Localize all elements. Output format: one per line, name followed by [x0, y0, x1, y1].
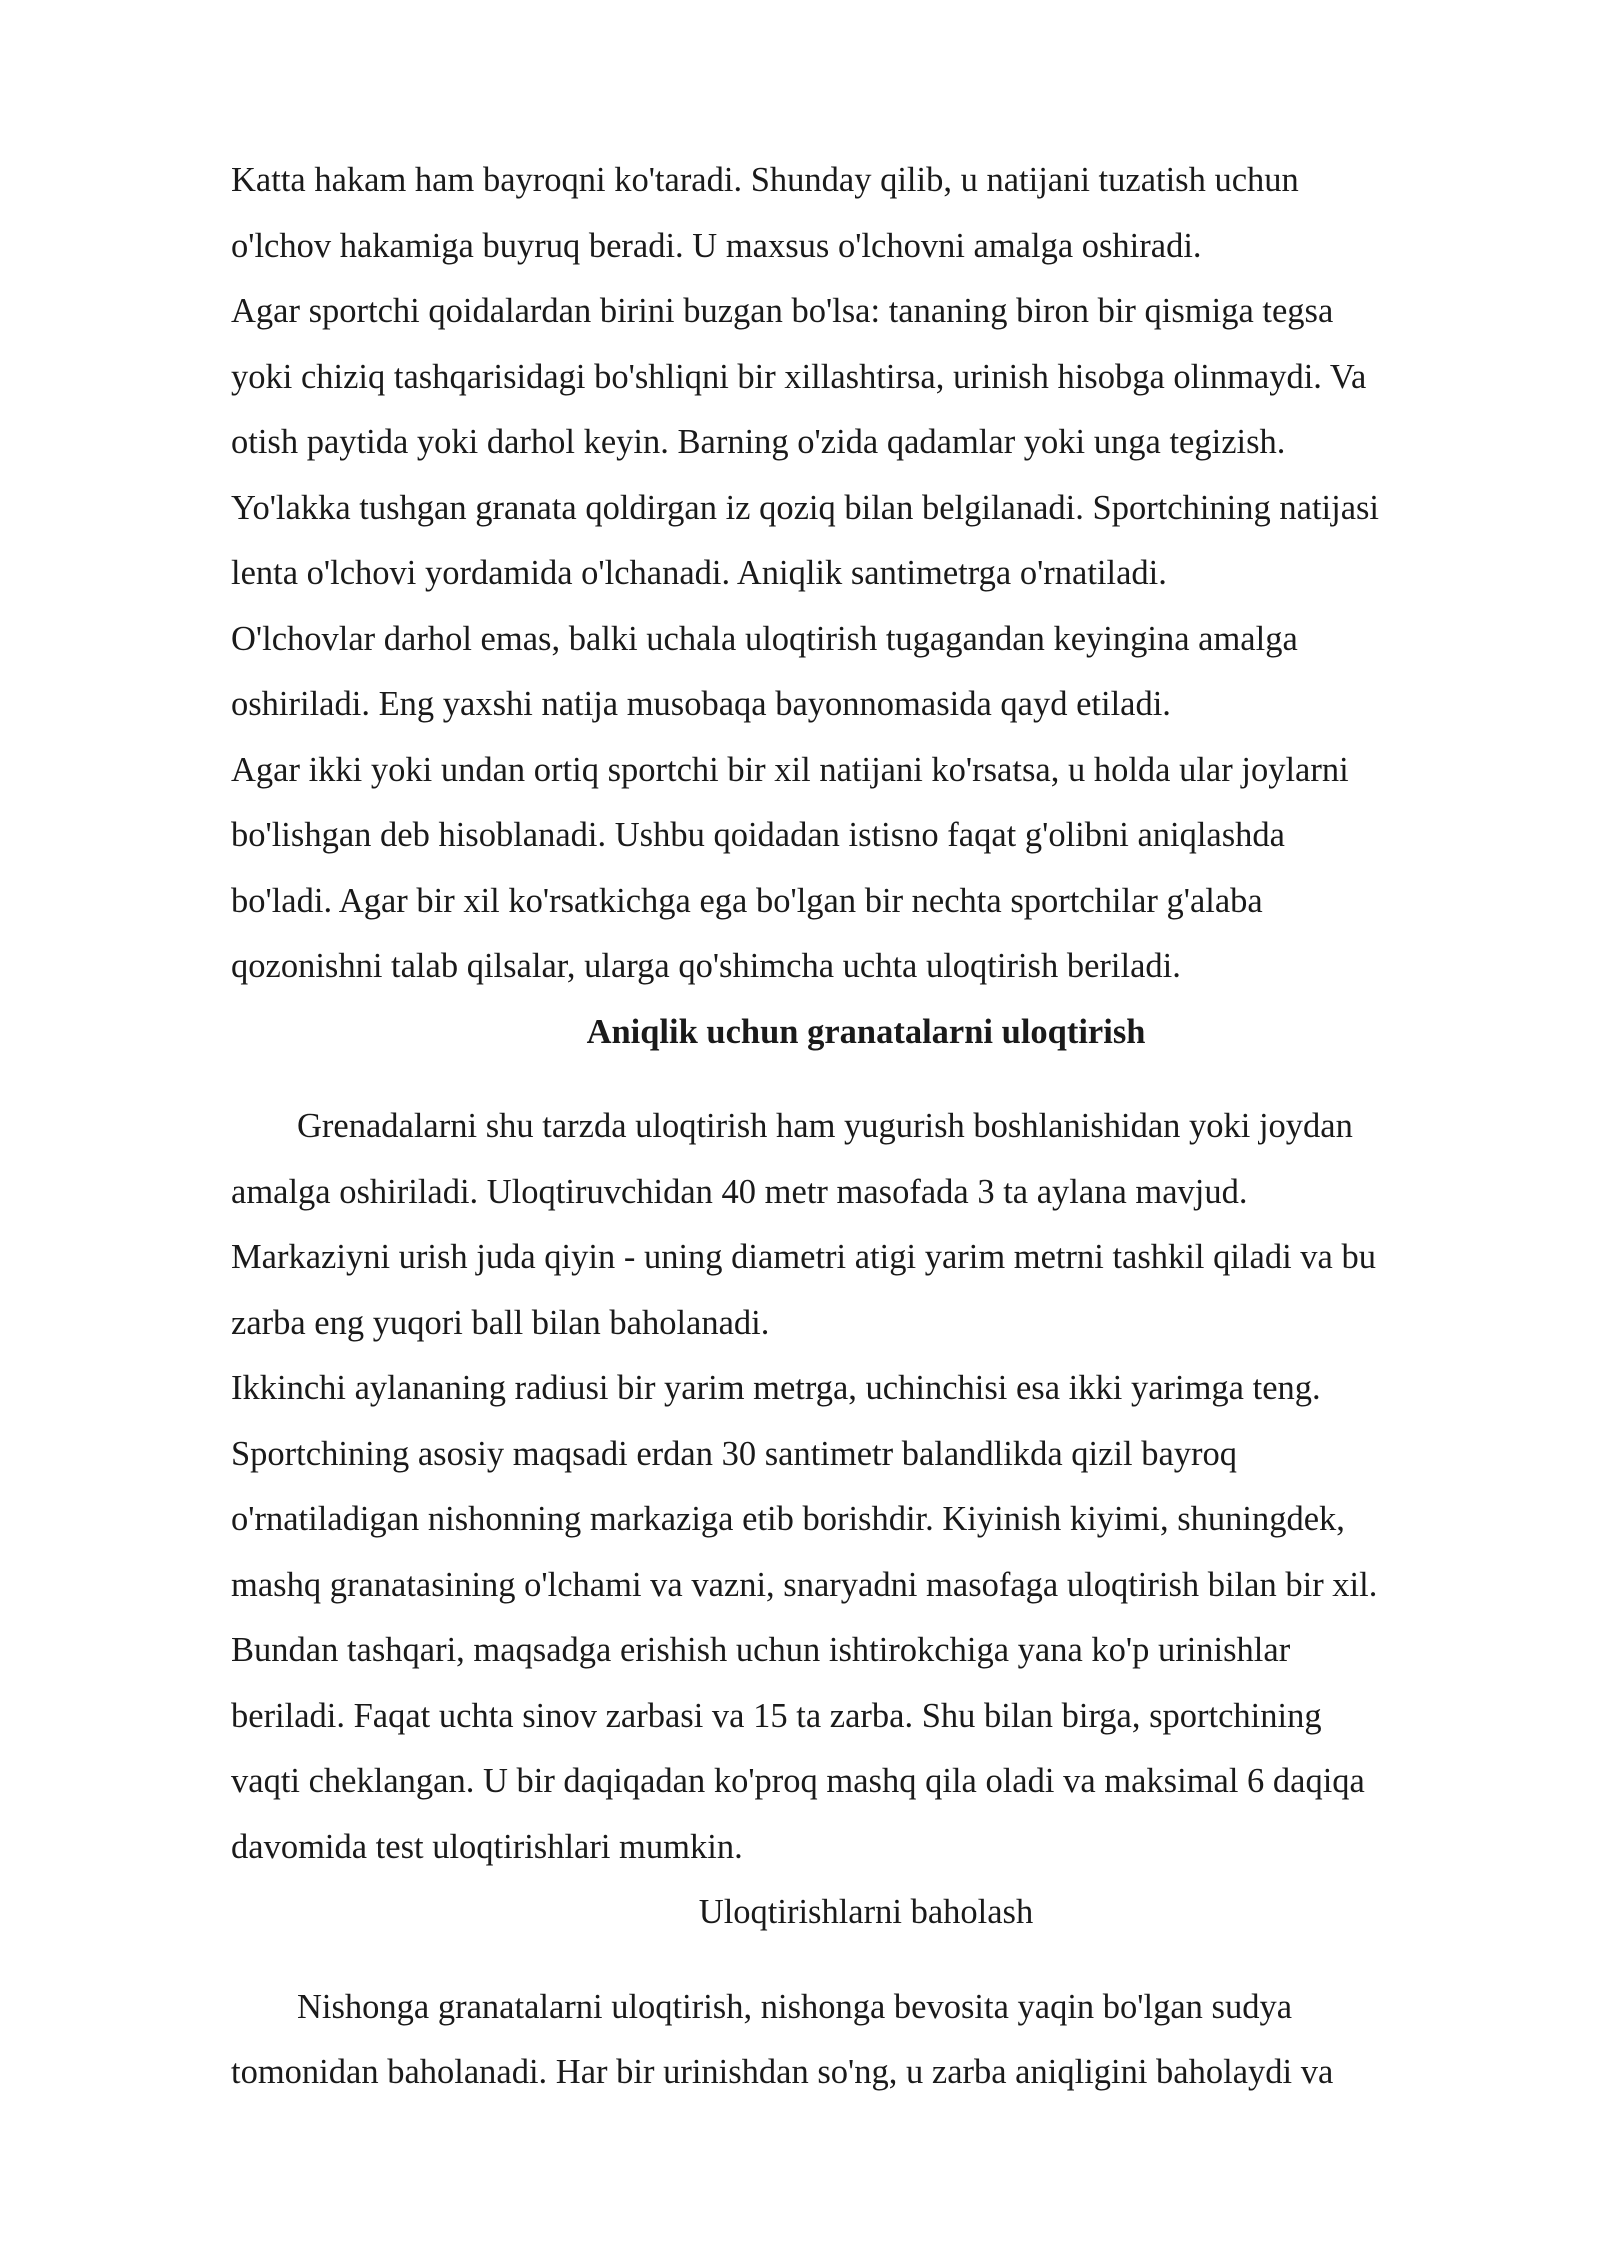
text-line: Markaziyni urish juda qiyin - uning diametri atigi yarim metrni tashkil qiladi va bu [231, 1238, 1376, 1276]
text-line: qozonishni talab qilsalar, ularga qo'shimcha uchta uloqtirish beriladi. [231, 947, 1181, 985]
text-line: lenta o'lchovi yordamida o'lchanadi. Aniqlik santimetrga o'rnatiladi. [231, 554, 1167, 592]
text-line: mashq granatasining o'lchami va vazni, snaryadni masofaga uloqtirish bilan bir xil. [231, 1565, 1378, 1604]
text-line: Yo'lakka tushgan granata qoldirgan iz qoziq bilan belgilanadi. Sportchining natijasi [231, 488, 1380, 527]
text-line: davomida test uloqtirishlari mumkin. [231, 1827, 743, 1866]
text-line: o'rnatiladigan nishonning markaziga etib borishdir. Kiyinish kiyimi, shuningdek, [231, 1500, 1345, 1538]
paragraph-first-line: Grenadalarni shu tarzda uloqtirish ham yugurish boshlanishidan yoki joydan [297, 1107, 1353, 1145]
text-line: bo'ladi. Agar bir xil ko'rsatkichga ega bo'lgan bir nechta sportchilar g'alaba [231, 881, 1263, 920]
spacer [231, 1946, 1501, 1975]
text-line: vaqti cheklangan. U bir daqiqadan ko'proq mashq qila oladi va maksimal 6 daqiqa [231, 1762, 1365, 1800]
text-line: otish paytida yoki darhol keyin. Barning o'zida qadamlar yoki unga tegizish. [231, 423, 1286, 461]
text-line: Ikkinchi aylananing radiusi bir yarim metrga, uchinchisi esa ikki yarimga teng. [231, 1369, 1321, 1407]
text-line: O'lchovlar darhol emas, balki uchala uloqtirish tugagandan keyingina amalga [231, 619, 1298, 658]
text-line: beriladi. Faqat uchta sinov zarbasi va 15 ta zarba. Shu bilan birga, sportchining [231, 1696, 1322, 1735]
text-line: bo'lishgan deb hisoblanadi. Ushbu qoidadan istisno faqat g'olibni aniqlashda [231, 816, 1285, 854]
text-line: Katta hakam ham bayroqni ko'taradi. Shunday qilib, u natijani tuzatish uchun [231, 161, 1299, 199]
spacer [231, 1065, 1501, 1094]
text-line: Sportchining asosiy maqsadi erdan 30 santimetr balandlikda qizil bayroq [231, 1434, 1238, 1473]
text-line: Agar sportchi qoidalardan birini buzgan bo'lsa: tananing biron bir qismiga tegsa [231, 292, 1334, 330]
text-line: oshiriladi. Eng yaxshi natija musobaqa bayonnomasida qayd etiladi. [231, 685, 1171, 723]
text-line: o'lchov hakamiga buyruq beradi. U maxsus o'lchovni amalga oshiradi. [231, 226, 1202, 265]
section-heading: Uloqtirishlarni baholash [698, 1893, 1034, 1931]
text-line: Agar ikki yoki undan ortiq sportchi bir xil natijani ko'rsatsa, u holda ular joylarni [231, 750, 1349, 789]
text-line: tomonidan baholanadi. Har bir urinishdan so'ng, u zarba aniqligini baholaydi va [231, 2053, 1334, 2091]
section-heading: Aniqlik uchun granatalarni uloqtirish [586, 1012, 1146, 1051]
document-body [231, 148, 1501, 2106]
text-line: zarba eng yuqori ball bilan baholanadi. [231, 1303, 770, 1342]
text-line: Bundan tashqari, maqsadga erishish uchun ishtirokchiga yana ko'p urinishlar [231, 1631, 1291, 1669]
paragraph-first-line: Nishonga granatalarni uloqtirish, nishonga bevosita yaqin bo'lgan sudya [297, 1987, 1293, 2026]
text-line: amalga oshiriladi. Uloqtiruvchidan 40 metr masofada 3 ta aylana mavjud. [231, 1172, 1248, 1211]
text-line: yoki chiziq tashqarisidagi bo'shliqni bir xillashtirsa, urinish hisobga olinmaydi. Va [231, 357, 1367, 396]
